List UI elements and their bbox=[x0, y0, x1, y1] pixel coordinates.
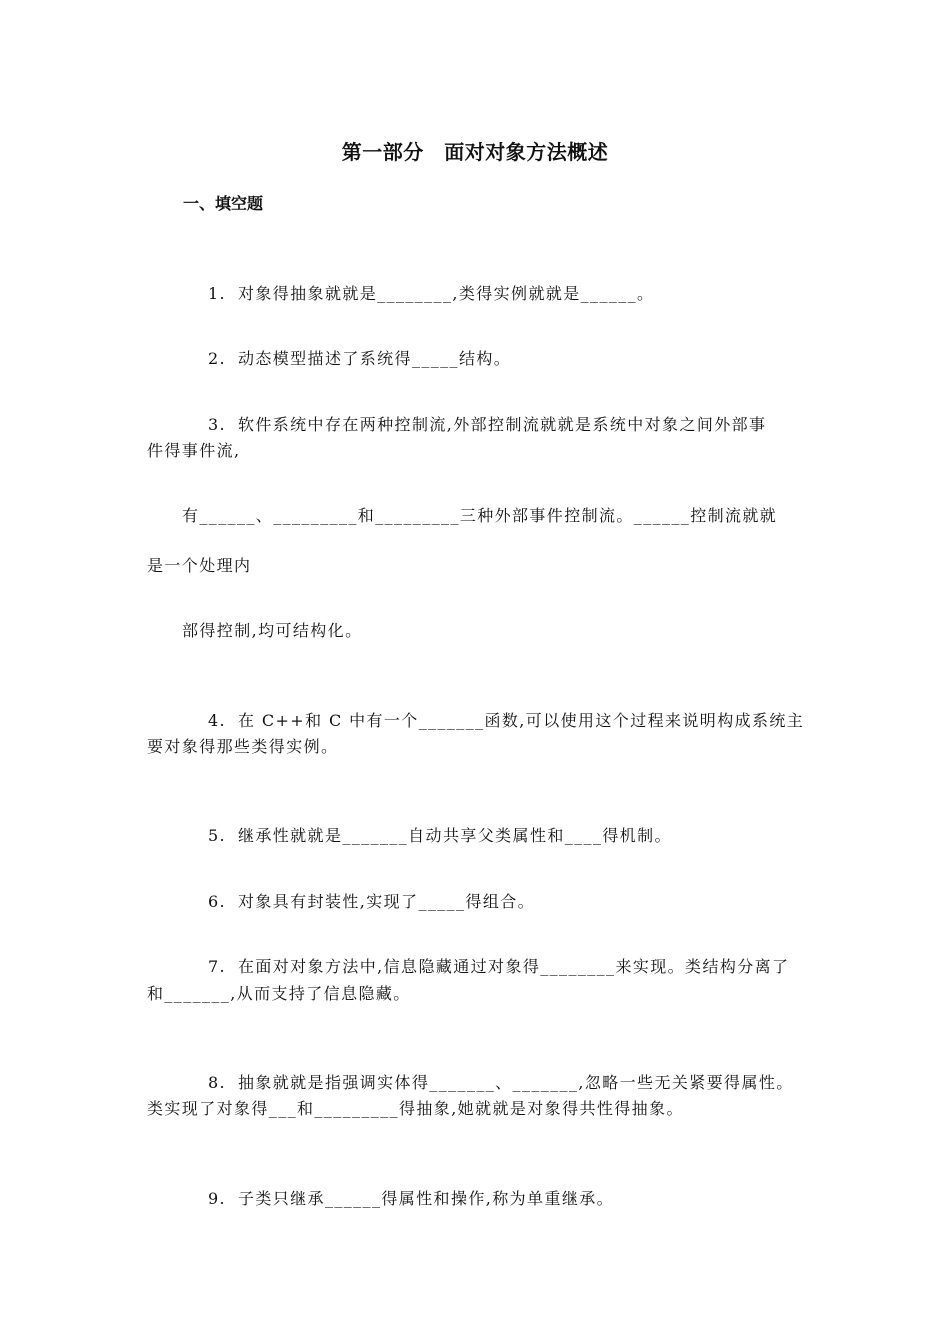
question-5 bbox=[182, 800, 672, 872]
question-number: 1. bbox=[207, 284, 227, 303]
question-2 bbox=[182, 323, 511, 395]
question-number: 6. bbox=[207, 892, 227, 911]
question-3-paragraph: 部得控制,均可结构化。 bbox=[182, 621, 363, 640]
question-6 bbox=[182, 866, 535, 938]
question-text: 子类只继承______得属性和操作,称为单重继承。 bbox=[237, 1189, 615, 1208]
question-number: 5. bbox=[207, 826, 227, 845]
question-text: 继承性就就是_______自动共享父类属性和____得机制。 bbox=[237, 826, 672, 845]
question-text: 动态模型描述了系统得_____结构。 bbox=[237, 349, 512, 368]
question-3-paragraph: 有______、_________和_________三种外部事件控制流。______控制流就就 bbox=[182, 506, 778, 525]
question-8-continuation: 类实现了对象得___和_________得抽象,她就就是对象得共性得抽象。 bbox=[147, 1099, 684, 1118]
question-text: 对象得抽象就就是________,类得实例就就是______。 bbox=[237, 284, 655, 303]
question-number: 2. bbox=[207, 349, 227, 368]
section-heading: 一、填空题 bbox=[183, 194, 264, 213]
question-1 bbox=[182, 258, 654, 330]
question-number: 4. bbox=[207, 711, 227, 730]
question-text: 在 C++和 C 中有一个_______函数,可以使用这个过程来说明构成系统主 bbox=[237, 711, 805, 730]
question-3 bbox=[182, 389, 766, 461]
question-text: 软件系统中存在两种控制流,外部控制流就就是系统中对象之间外部事 bbox=[237, 415, 767, 434]
question-number: 8. bbox=[207, 1073, 227, 1092]
question-text: 对象具有封装性,实现了_____得组合。 bbox=[237, 892, 536, 911]
question-number: 9. bbox=[207, 1189, 227, 1208]
question-3-continuation: 是一个处理内 bbox=[147, 556, 252, 575]
question-4-continuation: 要对象得那些类得实例。 bbox=[147, 737, 339, 756]
question-3-continuation: 件得事件流, bbox=[147, 441, 241, 460]
question-7-continuation: 和_______,从而支持了信息隐藏。 bbox=[147, 984, 411, 1003]
question-number: 3. bbox=[207, 415, 227, 434]
question-number: 7. bbox=[207, 957, 227, 976]
question-9 bbox=[182, 1163, 614, 1235]
question-text: 在面对对象方法中,信息隐藏通过对象得________来实现。类结构分离了 bbox=[237, 957, 790, 976]
page-title: 第一部分 面对对象方法概述 bbox=[341, 140, 609, 164]
question-text: 抽象就就是指强调实体得_______、_______,忽略一些无关紧要得属性。 bbox=[237, 1073, 794, 1092]
